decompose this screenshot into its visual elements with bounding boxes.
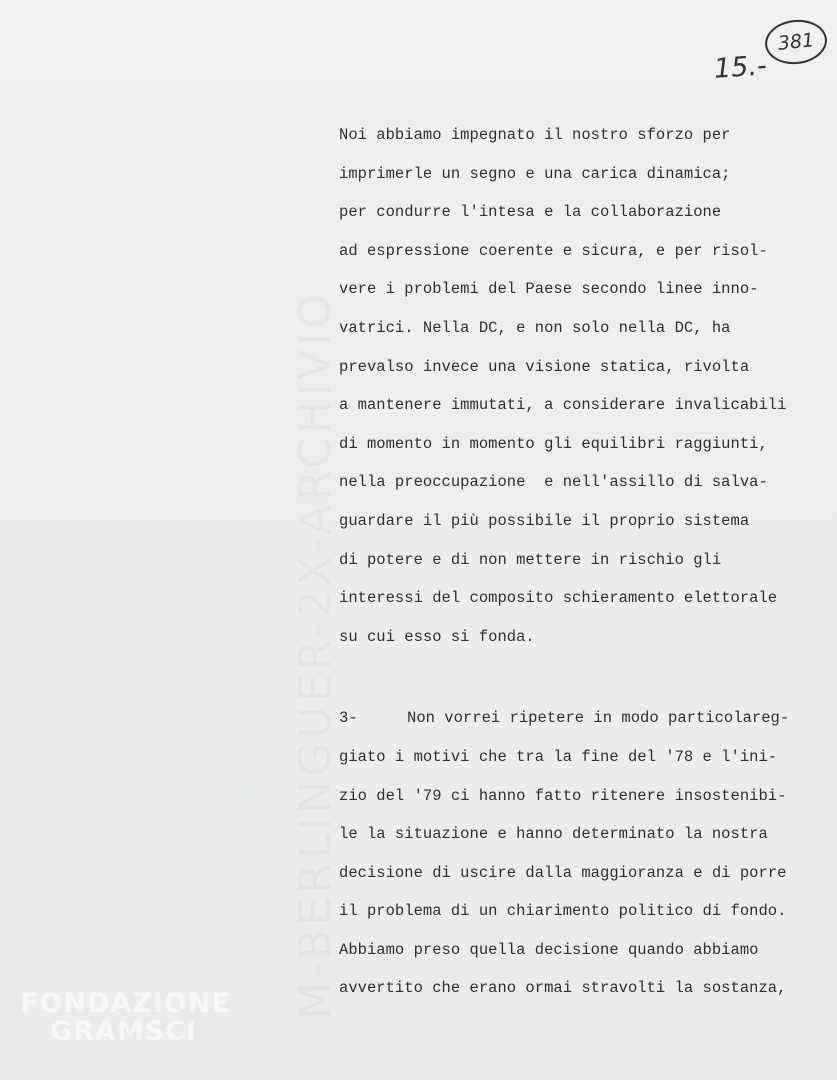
paragraph-1 bbox=[339, 116, 819, 656]
foundation-logo-watermark bbox=[20, 990, 231, 1046]
text-line: per condurre l'intesa e la collaborazione bbox=[339, 203, 722, 222]
text-line: interessi del composito schieramento elettorale bbox=[339, 589, 778, 608]
text-line: a mantenere immutati, a considerare invalicabili bbox=[339, 396, 787, 415]
logo-line-1: FONDAZIONE bbox=[20, 988, 231, 1019]
archive-number: 381 bbox=[776, 29, 816, 55]
archive-watermark-text: M-BERLINGUER-2X-ARCHIVIO bbox=[290, 290, 341, 1020]
text-line: guardare il più possibile il proprio sistema bbox=[339, 511, 750, 530]
archive-number-stamp bbox=[763, 17, 829, 67]
paragraph-gap bbox=[339, 656, 819, 699]
page-number: 15.- bbox=[712, 50, 768, 85]
text-line: di momento in momento gli equilibri raggiunti, bbox=[339, 434, 768, 453]
text-line-content: Non vorrei ripetere in modo particolareg- bbox=[407, 709, 790, 728]
text-line: zio del '79 ci hanno fatto ritenere insostenibi- bbox=[339, 786, 787, 805]
text-line: vatrici. Nella DC, e non solo nella DC, ha bbox=[339, 318, 731, 337]
text-line: prevalso invece una visione statica, rivolta bbox=[339, 357, 750, 376]
paragraph-2 bbox=[339, 699, 819, 1008]
text-line: di potere e di non mettere in rischio gli bbox=[339, 550, 722, 569]
text-line: vere i problemi del Paese secondo linee inno- bbox=[339, 280, 759, 299]
text-line: ad espressione coerente e sicura, e per risol- bbox=[339, 241, 768, 260]
logo-line-2: GRAMSCI bbox=[50, 1016, 198, 1047]
section-number: 3- bbox=[339, 709, 358, 728]
text-line: decisione di uscire dalla maggioranza e di porre bbox=[339, 863, 787, 882]
text-line: Noi abbiamo impegnato il nostro sforzo per bbox=[339, 126, 731, 144]
text-line: su cui esso si fonda. bbox=[339, 627, 535, 646]
text-line: le la situazione e hanno determinato la nostra bbox=[339, 825, 768, 844]
text-line: il problema di un chiarimento politico di fondo. bbox=[339, 902, 787, 921]
text-line: Abbiamo preso quella decisione quando abbiamo bbox=[339, 940, 759, 959]
text-line: imprimerle un segno e una carica dinamica; bbox=[339, 164, 731, 183]
text-line: giato i motivi che tra la fine del '78 e l'ini- bbox=[339, 747, 778, 766]
text-line: nella preoccupazione e nell'assillo di salva- bbox=[339, 473, 768, 492]
document-body bbox=[339, 116, 819, 1008]
text-line bbox=[339, 699, 819, 738]
text-line: avvertito che erano ormai stravolti la sostanza, bbox=[339, 979, 787, 998]
